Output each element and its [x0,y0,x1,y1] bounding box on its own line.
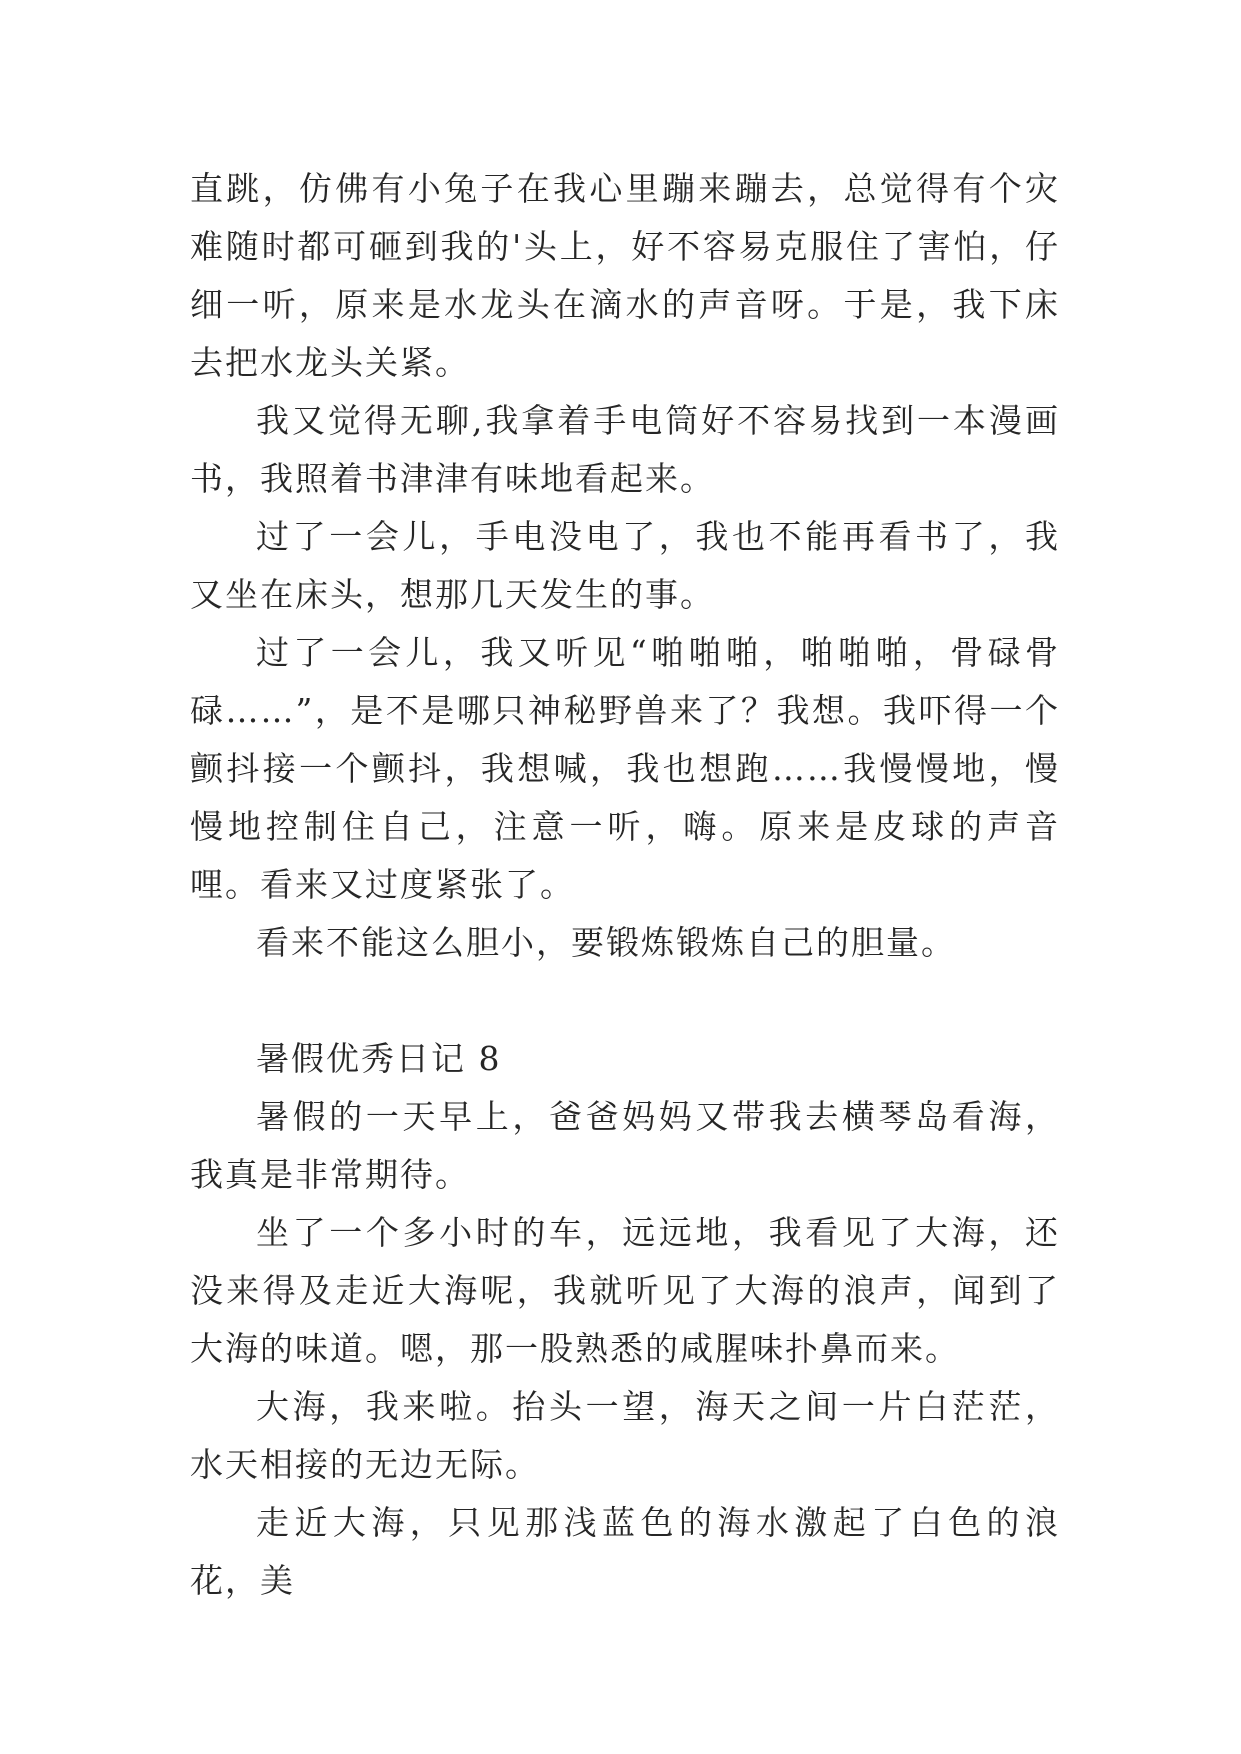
section-spacer [190,972,1060,1030]
paragraph: 大海，我来啦。抬头一望，海天之间一片白茫茫，水天相接的无边无际。 [190,1387,1060,1484]
paragraph: 暑假的一天早上，爸爸妈妈又带我去横琴岛看海，我真是非常期待。 [190,1097,1060,1194]
section-title: 暑假优秀日记 8 [256,1039,502,1078]
document-body [190,160,1060,1610]
paragraph: 过了一会儿，手电没电了，我也不能再看书了，我又坐在床头，想那几天发生的事。 [190,517,1060,614]
paragraph: 过了一会儿，我又听见“啪啪啪，啪啪啪，骨碌骨碌……”，是不是哪只神秘野兽来了？我想。我吓得一个颤抖接一个颤抖，我想喊，我也想跑……我慢慢地，慢慢地控制住自己，注意一听，嗨。原来是皮球的声音哩。看来又过度紧张了。 [190,633,1060,904]
paragraph: 走近大海，只见那浅蓝色的海水激起了白色的浪花，美 [190,1503,1060,1600]
paragraph: 我又觉得无聊,我拿着手电筒好不容易找到一本漫画书，我照着书津津有味地看起来。 [190,401,1060,498]
paragraph: 坐了一个多小时的车，远远地，我看见了大海，还没来得及走近大海呢，我就听见了大海的浪声，闻到了大海的味道。嗯，那一股熟悉的咸腥味扑鼻而来。 [190,1213,1060,1368]
paragraph: 看来不能这么胆小，要锻炼锻炼自己的胆量。 [256,923,956,962]
paragraph-continued: 直跳，仿佛有小兔子在我心里蹦来蹦去，总觉得有个灾难随时都可砸到我的'头上，好不容易克服住了害怕，仔细一听，原来是水龙头在滴水的声音呀。于是，我下床去把水龙头关紧。 [190,169,1060,382]
